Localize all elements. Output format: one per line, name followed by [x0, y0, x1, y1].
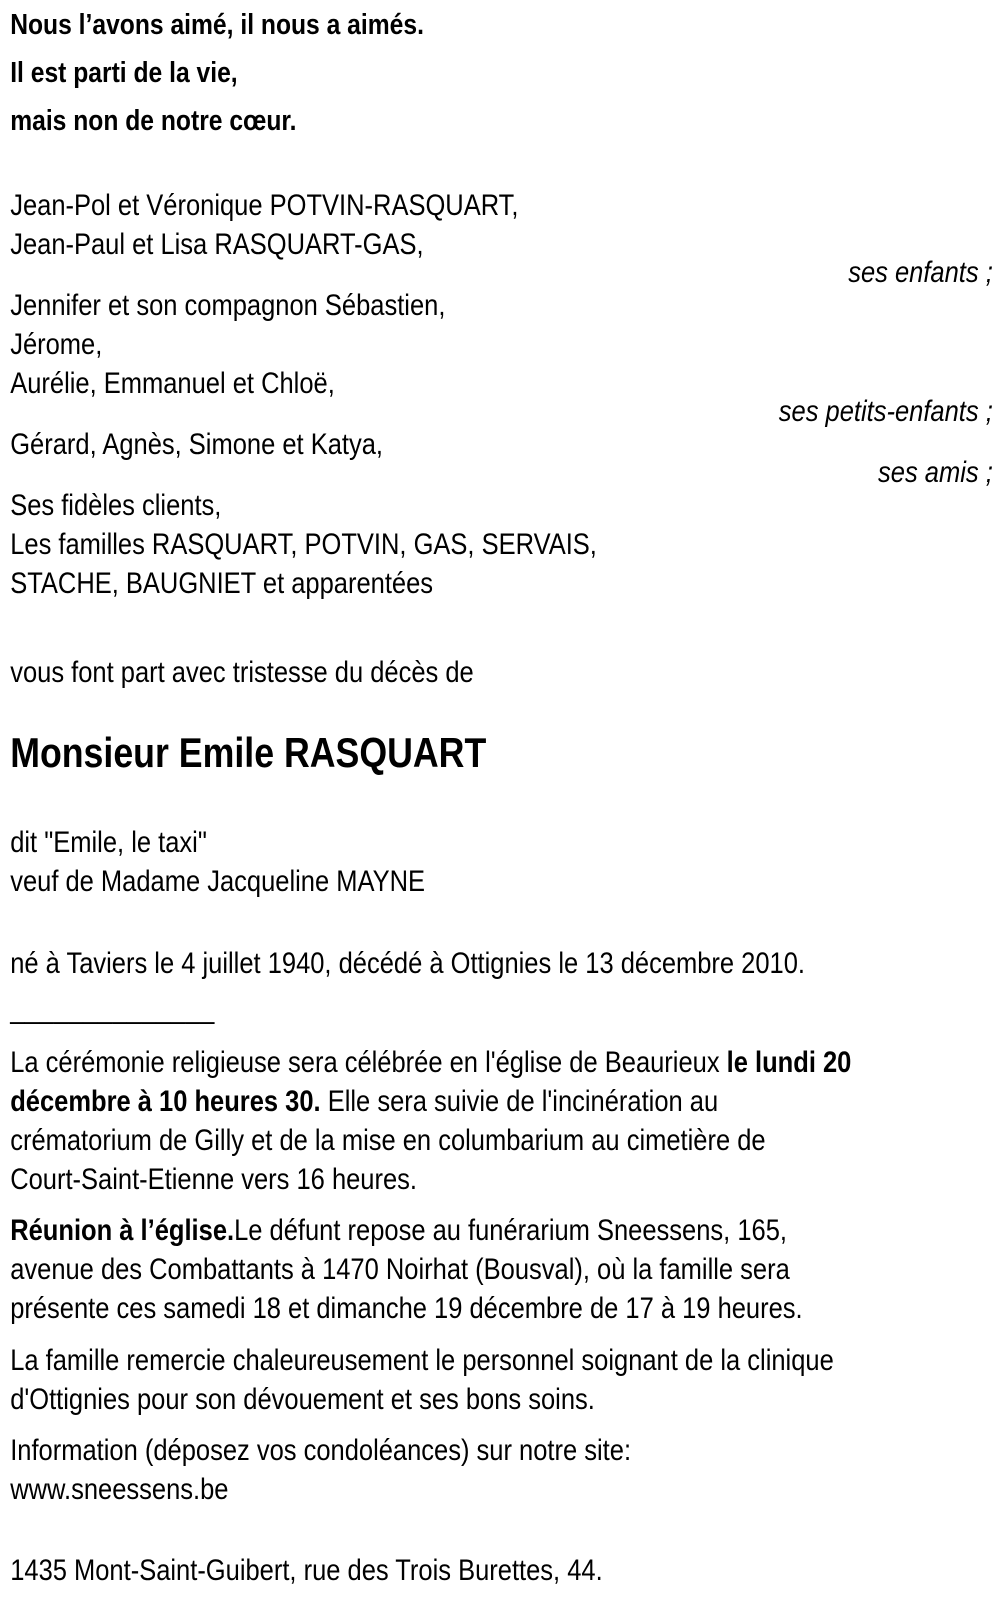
epigraph-line: Nous l’avons aimé, il nous a aimés. [10, 9, 424, 41]
wake-text: avenue des Combattants à 1470 Noirhat (Bousval), où la famille sera [10, 1253, 790, 1286]
info-text: Information (déposez vos condoléances) sur notre site: [10, 1434, 632, 1467]
family-section [10, 186, 993, 603]
thanks-text: La famille remercie chaleureusement le personnel soignant de la clinique [10, 1344, 834, 1377]
funeral-home-address: 1435 Mont-Saint-Guibert, rue des Trois Burettes, 44. [10, 1554, 603, 1587]
ceremony-paragraph [10, 1043, 993, 1199]
announcement-line: vous font part avec tristesse du décès de [10, 656, 474, 689]
relation-label-children: ses enfants ; [848, 256, 993, 289]
wake-text: Le défunt repose au funérarium Sneessens, 165, [234, 1214, 787, 1247]
family-name-line: Ses fidèles clients, [10, 489, 222, 522]
thanks-text: d'Ottignies pour son dévouement et ses bons soins. [10, 1383, 595, 1416]
epigraph-line: mais non de notre cœur. [10, 105, 297, 137]
wake-paragraph [10, 1211, 993, 1328]
thanks-paragraph [10, 1341, 993, 1419]
ceremony-datetime-bold: le lundi 20 [726, 1046, 852, 1079]
family-name-line: Jean-Paul et Lisa RASQUART-GAS, [10, 228, 424, 261]
nickname-line: dit "Emile, le taxi" [10, 826, 207, 859]
ceremony-datetime-bold: décembre à 10 heures 30. [10, 1085, 321, 1118]
family-name-line: Gérard, Agnès, Simone et Katya, [10, 428, 383, 461]
ceremony-text: La cérémonie religieuse sera célébrée en l'église de Beaurieux [10, 1046, 727, 1079]
info-paragraph [10, 1431, 993, 1509]
wake-meeting-bold: Réunion à l’église. [10, 1214, 235, 1247]
deceased-details [10, 823, 993, 901]
ceremony-text: Court-Saint-Etienne vers 16 heures. [10, 1163, 418, 1196]
ceremony-text: Elle sera suivie de l'incinération au [320, 1085, 719, 1118]
website-url: www.sneessens.be [10, 1473, 229, 1506]
family-name-line: Jean-Pol et Véronique POTVIN-RASQUART, [10, 189, 519, 222]
deceased-name-heading: Monsieur Emile RASQUART [10, 729, 487, 776]
epigraph-line: Il est parti de la vie, [10, 57, 238, 89]
family-name-line: Les familles RASQUART, POTVIN, GAS, SERVAIS, [10, 528, 597, 561]
wake-text: présente ces samedi 18 et dimanche 19 décembre de 17 à 19 heures. [10, 1292, 803, 1325]
separator-line: ______________ [10, 992, 215, 1025]
epigraph [10, 1, 993, 145]
ceremony-text: crématorium de Gilly et de la mise en columbarium au cimetière de [10, 1124, 766, 1157]
relation-label-friends: ses amis ; [878, 456, 993, 489]
life-dates-line: né à Taviers le 4 juillet 1940, décédé à Ottignies le 13 décembre 2010. [10, 947, 806, 980]
family-name-line: Jennifer et son compagnon Sébastien, [10, 289, 446, 322]
family-name-line: Jérome, [10, 328, 103, 361]
family-name-line: STACHE, BAUGNIET et apparentées [10, 567, 434, 600]
widower-line: veuf de Madame Jacqueline MAYNE [10, 865, 426, 898]
family-name-line: Aurélie, Emmanuel et Chloë, [10, 367, 335, 400]
relation-label-grandchildren: ses petits-enfants ; [778, 395, 993, 428]
